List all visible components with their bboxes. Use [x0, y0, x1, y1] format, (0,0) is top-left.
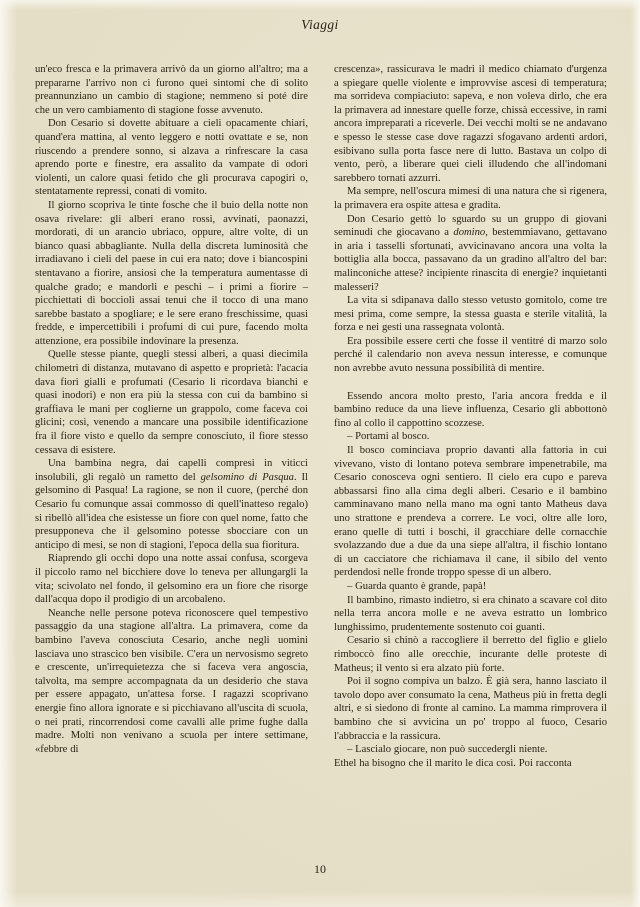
paragraph: Riaprendo gli occhi dopo una notte assai confusa, scorgeva il piccolo ramo nel bicchiere dove lo teneva per allungargli la vita; scivolato nel fondo, il gelsomino era un fiore che risorge dall'acqua dopo il prodigio di un arcobaleno. — [35, 553, 308, 606]
paragraph: Una bambina negra, dai capelli compresi in viticci insolubili, gli regalò un rametto del gelsomino di Pasqua. Il gelsomino di Pasqua! La ragione, se non il cuore, (perché don Cesario fu comunque assai commosso di quell'inatteso regalo) si ribellò all'idea che esistesse un fiore con quel nome, fatto che presupponeva che il gelsomino potesse sbocciare con un anticipo di mesi, se non di stagioni, l'epoca della sua fioritura. — [35, 458, 309, 551]
paragraph: Era possibile essere certi che fosse il ventitré di marzo solo perché il calendario non aveva nessun interesse, e comunque non avrebbe avuto nessuna possibilità di mentire. — [334, 335, 607, 375]
paragraph: Ethel ha bisogno che il marito le dica così. Poi racconta — [334, 757, 572, 769]
paragraph: un'eco fresca e la primavera arrivò da un giorno all'altro; ma a prepararne l'arrivo non ci furono quei sintomi che di solito preannunziano un cambio di stagione; nemmeno si poté dire che un vero cambiamento di stagione fosse avvenuto. — [35, 64, 308, 116]
text-block — [35, 63, 607, 770]
paragraph: Il giorno scopriva le tinte fosche che il buio della notte non osava rivelare: gli alberi erano rossi, avvinati, paonazzi, mordorati, di un arancio ubriaco, oppure, altre volte, di un bianco quasi abbagliante. Nulla della discreta luminosità che irradiavano i cieli del paese in cui era nato; dove i biancospini stentavano a fiorire, ansiosi che la temperatura aumentasse di qualche grado; e mandorli e peschi – i primi a fiorire – picchiettati di boccioli assai tenui che il tocco di una mano sarebbe bastato a spogliare; e le sere erano freschissime, quasi fredde, e impercettibili i profumi di cui pure, facendo molta attenzione, era possibile indovinare la presenza. — [35, 199, 308, 347]
paragraph: Poi il sogno compiva un balzo. È già sera, hanno lasciato il tavolo dopo aver consumato la cena, Matheus più in fretta degli altri, e si siedono di fronte al camino. La mamma rimprovera il bambino che si avvicina un po' troppo al fuoco, Cesario l'abbraccia e la rassicura. — [334, 676, 607, 742]
paragraph: – Lascialo giocare, non può succedergli niente. — [347, 744, 548, 756]
text-column-right — [334, 63, 607, 770]
paragraph: Il bambino, rimasto indietro, si era chinato a scavare col dito nella terra ancora molle e ne aveva estratto un lombrico lunghissimo, prudentemente sostenuto coi guanti. — [334, 594, 607, 633]
paragraph: Il bosco cominciava proprio davanti alla fattoria in cui vivevano, visto di lontano poteva sembrare impenetrabile, ma Cesario conosceva ogni sentiero. Il cielo era cupo e pareva abbassarsi fino alla cima degli alberi. Cesario e il bambino camminavano mano nella mano ma ogni tanto Matheus dava uno strattone e prendeva a correre. Le voci, oltre alle loro, erano quelle di tutti i boschi, il gracchiare delle cornacchie svolazzando due a due da una siepe all'altra, il fischio lontano di un cacciatore che richiamava il cane, il sibilo del vento perdendosi nelle fronde troppo spesse di un albero. — [334, 445, 607, 579]
text-column-left — [35, 63, 308, 770]
paragraph: Neanche nelle persone poteva riconoscere quel tempestivo passaggio da una stagione all'altra. La primavera, come da bambino l'aveva conosciuta Cesario, anche negli uomini lasciava uno strascico ben visibile. C'era un nervosismo segreto e crescente, un'irrequietezza che si faceva vera angoscia, talvolta, ma sempre accompagnata da un desiderio che stava per essere appagato, un'attesa forse. I ragazzi scoprivano energie fino allora ignorate e si picchiavano all'uscita di scuola, o nei prati, rincorrendosi come cavalli alle prime fughe dalla madre. Molti non venivano a scuola per intere settimane, «febbre di — [35, 607, 308, 755]
paragraph: Cesario si chinò a raccogliere il berretto del figlio e glielo rimboccò fino alle orecchie, incurante delle proteste di Matheus; il vento si era alzato più forte. — [334, 635, 607, 674]
paragraph: Ma sempre, nell'oscura mimesi di una natura che si rigenera, la primavera era ospite attesa e gradita. — [334, 186, 607, 211]
paragraph: – Guarda quanto è grande, papà! — [347, 580, 487, 592]
paragraph: Don Cesario gettò lo sguardo su un gruppo di giovani seminudi che giocavano a domino, bestemmiavano, gettavano in aria i tasselli sfortunati, avvicinavano ancora una volta la bottiglia alla bocca, passavano da un gradino all'altro del bar: malinconiche attese? incipiente rinascita di energie? inquietanti malesseri? — [334, 213, 607, 293]
page-number: 10 — [314, 862, 326, 876]
paragraph: Quelle stesse piante, quegli stessi alberi, a quasi diecimila chilometri di distanza, mutavano di aspetto e proprietà: l'acacia dava fiori gialli e profumati (Cesario li ricordava bianchi e quasi inodori) e non era più la stessa con cui da bambino si graffiava le mani per coglierne un grappolo, come faceva coi glicini; così, venendo a mancare una possibile identificazione fra il fiore visto e quello da sempre conosciuto, il fiore stesso cessava di esistere. — [35, 349, 308, 456]
paragraph: La vita si sdipanava dallo stesso vetusto gomitolo, come tre mesi prima, come sempre, la stessa guasta e sterile vitalità, la forza e nei gesti una rassegnata volontà. — [334, 295, 607, 334]
paragraph: – Portami al bosco. — [347, 431, 430, 443]
paragraph: Essendo ancora molto presto, l'aria ancora fredda e il bambino reduce da una lieve influenza, Cesario gli abbottonò fino al collo il cappottino scozzese. — [334, 390, 607, 429]
paragraph: Don Cesario si dovette abituare a cieli opacamente chiari, quand'era mattina, al vento leggero e notti ovattate e se, non riuscendo a prendere sonno, si alzava a rinfrescare la casa aprendo porte e finestre, era assalito da vampate di odori violenti, un calore quasi fetido che gli procurava capogiri o, stentatamente repressi, conati di vomito. — [35, 118, 308, 198]
paragraph: crescenza», rassicurava le madri il medico chiamato d'urgenza a spiegare quelle violente e improvvise ascesi di temperatura; ma sorrideva compiaciuto: sapeva, e non voleva dirlo, che era la primavera ad innestare quelle forze, chissà eccessive, in rami ancora impreparati a riceverle. Dei vecchi molti se ne andavano e spesso le stesse case dove ragazzi sfogavano ardenti ardori, esibivano sulla porta fasce nere di lutto. Bastava un colpo di vento, però, a liberare quei cieli illudendo che all'indomani sarebbero tornati azzurri. — [334, 64, 607, 184]
running-header: Viaggi — [301, 17, 339, 32]
